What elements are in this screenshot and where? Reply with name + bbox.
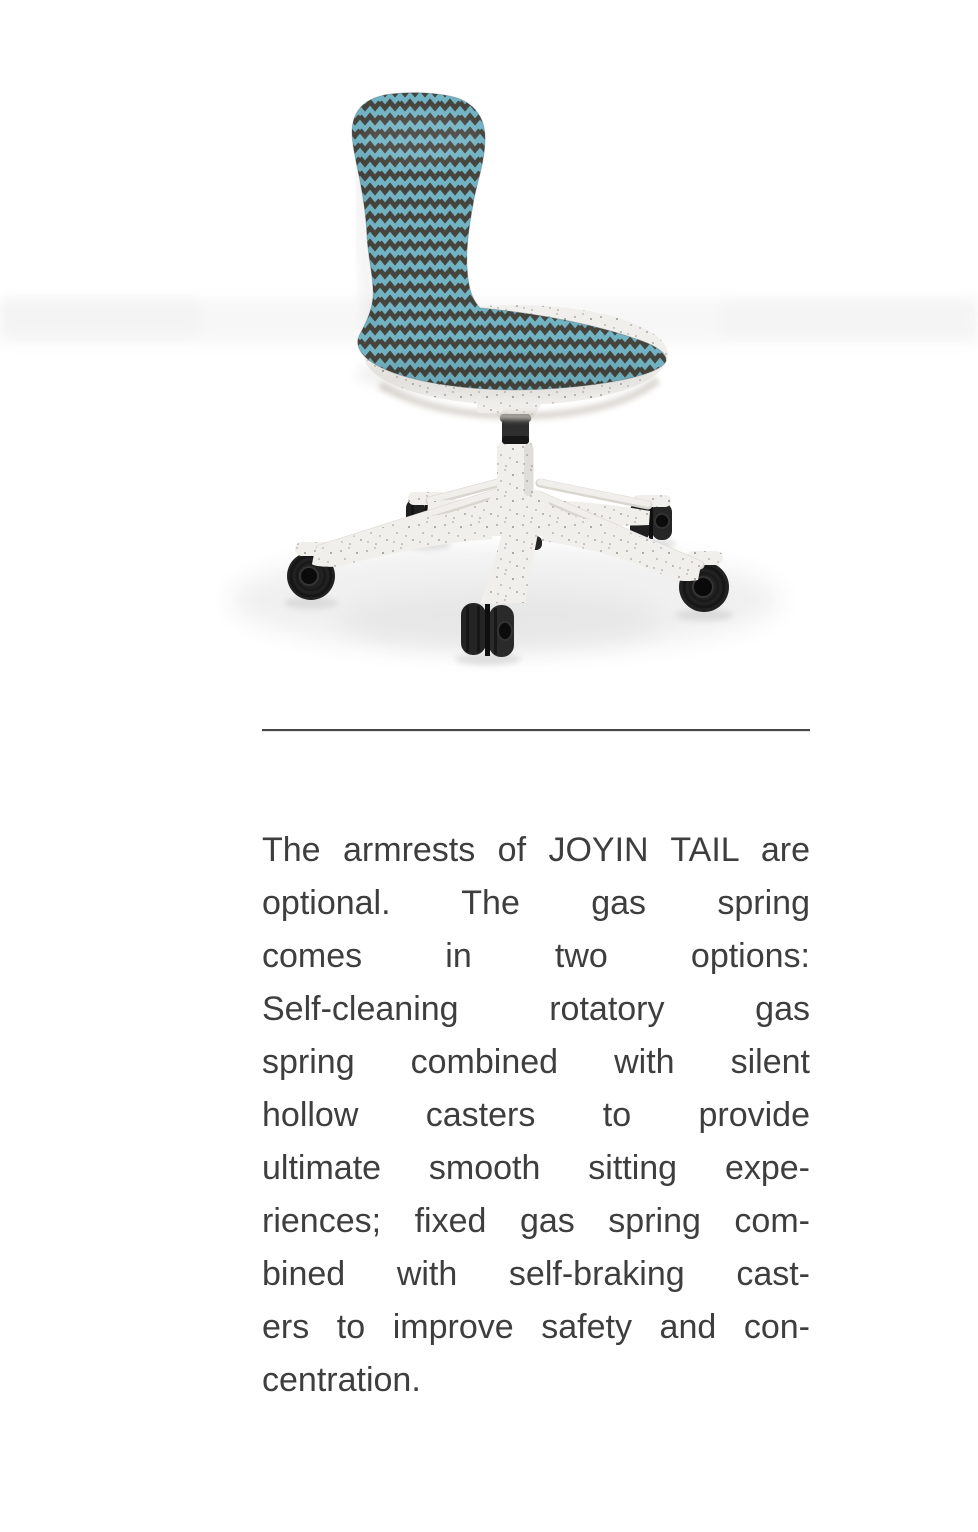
description-line: ers to improve safety and con-	[262, 1308, 810, 1346]
description-line: ultimate smooth sitting expe-	[262, 1149, 810, 1187]
description-line: spring combined with silent	[262, 1043, 810, 1081]
description-line: centration.	[262, 1361, 421, 1399]
description-line: The armrests of JOYIN TAIL are	[262, 831, 810, 869]
description-line: optional. The gas spring	[262, 884, 810, 922]
chair-fabric-shell	[352, 93, 666, 398]
product-image	[0, 0, 978, 700]
description-line: bined with self-braking cast-	[262, 1255, 810, 1293]
description-line: comes in two options:	[262, 937, 810, 975]
description-line: hollow casters to provide	[262, 1096, 810, 1134]
description-line: Self-cleaning rotatory gas	[262, 990, 810, 1028]
description-line: riences; fixed gas spring com-	[262, 1202, 810, 1240]
product-description	[262, 824, 810, 1407]
divider	[262, 729, 810, 731]
